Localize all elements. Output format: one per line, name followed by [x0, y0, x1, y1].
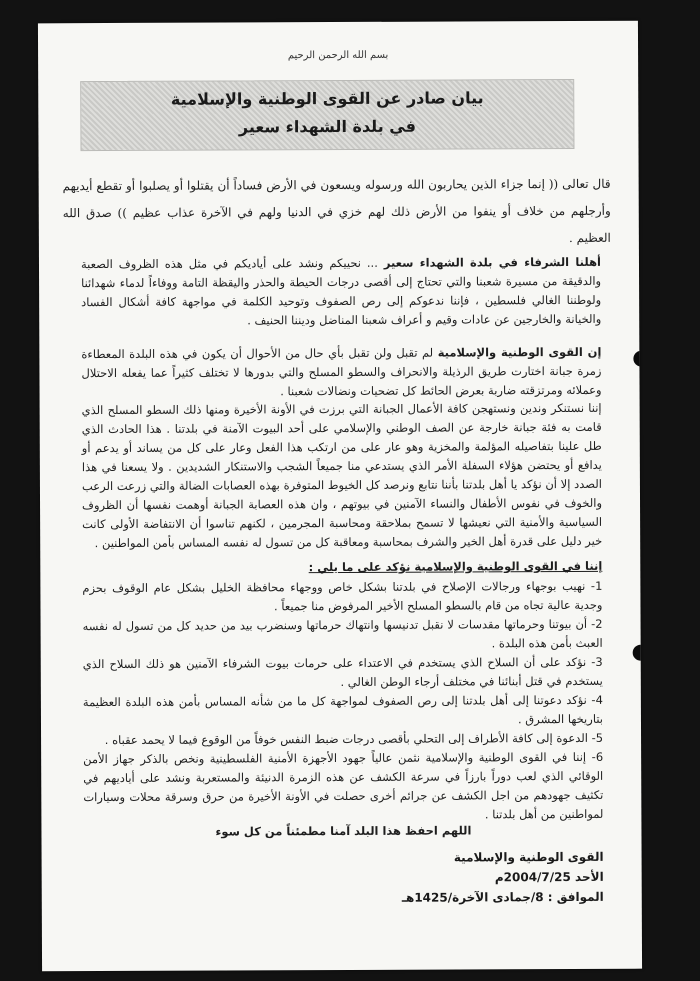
list-item: 3- نؤكد على أن السلاح الذي يستخدم في الاعتداء على حرمات بيوت الشرفاء الآمنين هو ذلك السلاح الذي يستخدم في قتل أبنائنا في مختلف أرجاء الوطن الغالي . — [82, 654, 603, 689]
signature-org: القوى الوطنية والإسلامية — [453, 849, 604, 865]
paragraph-2-lead: إن القوى الوطنية والإسلامية — [437, 344, 602, 360]
document-page — [38, 21, 642, 972]
list-item: 2- أن بيوتنا وحرماتها مقدسات لا نقبل تدنيسها وانتهاك حرماتها وسنضرب بيد من حديد كل من تسول له نفسه العبث بأمن هذه البلدة . — [82, 616, 603, 651]
bismillah: بسم الله الرحمن الرحيم — [287, 49, 389, 62]
list-item: 4- نؤكد دعوتنا إلى أهل بلدتنا إلى رص الصفوف لمواجهة كل ما من شأنه المساس بأمن هذه البلدة العظيمة بتاريخها المشرق . — [82, 692, 604, 727]
paragraph-2-body: لم تقبل ولن تقبل بأي حال من الأحوال أن يكون في هذه البلدة المعطاءة زمرة جبانة اختارت طريق الرذيلة والانحراف والسطو المسلح والتي بدورها لا تختلف كثيراً عما يفعله الاحتلال وعملائه ومرتزقته ضاربة بعرض الحائط كل تضحيات ونضالات شعبنا . — [81, 345, 602, 399]
list-item: 1- نهيب بوجهاء ورجالات الإصلاح في بلدتنا بشكل خاص ووجهاء محافظة الخليل بشكل عام الوقوف بحزم وجدية عالية تجاه من قام بالسطو المسلح الأخير المرفوض منا جميعاً . — [82, 578, 603, 614]
paragraph-1 — [81, 253, 601, 331]
list-item: 6- إننا في القوى الوطنية والإسلامية نثمن عالياً جهود الأجهزة الأمنية الفلسطينية ونخص بالذكر جهاز الأمن الوقائي الذي لعب دوراً بارزاً في سرعة الكشف عن هذه الزمرة الدنيئة والمستعربة ونشد على أياديهم في تكثيف جهودهم من اجل الكشف عن جرائم أخرى حصلت في الأونة الأخيرة من حرق وسرقة محلات وسيارات لمواطنين من أهل بلدتنا . — [83, 749, 604, 822]
punch-hole — [633, 645, 642, 661]
paragraph-2 — [81, 343, 601, 402]
punch-hole — [633, 351, 642, 367]
closing-prayer: اللهم احفظ هذا البلد آمنا مطمئناً من كل سوء — [215, 823, 472, 839]
paragraph-1-body: ... نحييكم ونشد على أياديكم في مثل هذه الظروف الصعبة والدقيقة من مسيرة شعبنا والتي تحتاج إلى أقصى درجات الحيطة والحذر واليقظة التامة ووفاءاً لدماء شهدائنا ولوطننا الغالي فلسطين ، فإننا ندعوكم إلى رص الصفوف وتوحيد الكلمة في مواجهة كافة أشكال الفساد والخيانة والخارجين عن عادات وقيم و أعراف شعبنا المناضل وديننا الحنيف . — [80, 255, 602, 328]
signature-hijri-date: الموافق : 8/جمادى الآخرة/1425هـ — [401, 889, 604, 905]
paragraph-1-lead: أهلنا الشرفاء في بلدة الشهداء سعير — [383, 254, 602, 270]
title-line-1: بيان صادر عن القوى الوطنية والإسلامية — [170, 88, 484, 109]
paragraph-3: إننا نستنكر وندين ونستهجن كافة الأعمال الجبانة التي برزت في الأونة الأخيرة ومنها ذلك السطو المسلح الذي قامت به فئة جبانة خارجة عن الصف الوطني والإسلامي على أحد البيوت الآمنة في بلدتنا . هذا الحادث الذي طل علينا بتفاصيله المؤلمة والمخزية وهو عار على من ارتكب هذا الفعل وعار على كل من يساند أو يدعم أو يدافع أو يحتضن هؤلاء السفلة الأمر الذي يستدعي منا جميعاً الشجب والاستنكار الشديدين . ولا يسعنا في هذا الصدد إلا أن نؤكد يا أهل بلدتنا بأننا نتابع ونرصد كل الخيوط المتوفرة بهذه العصابات الضالة والتي زرعت الرعب والخوف في نفوس الأطفال والنساء الآمنين في بيوتهم ، وان هذه العصابة الجبانة أوهمت نفسها أن الظروف السياسية والأمنية التي نعيشها لا تسمح بملاحقة ومحاسبة المجرمين ، لكنهم تناسوا أن الانتفاضة الأولى كانت خير دليل على قدرة أهل الخير والشرف بمحاسبة ومعاقبة كل من تسول له نفسه المساس بأمن المواطنين . — [81, 400, 603, 551]
signature-block — [84, 847, 604, 909]
signature-day-date: الأحد 2004/7/25م — [494, 869, 604, 885]
list-item: 5- الدعوة إلى كافة الأطراف إلى التحلي بأقصى درجات ضبط النفس خوفاً من الوقوع فيما لا يحمد عقباه . — [104, 730, 604, 748]
title-banner — [80, 79, 574, 151]
title-line-2: في بلدة الشهداء سعير — [238, 116, 416, 137]
list-heading: إننا في القوى الوطنية والإسلامية نؤكد على ما يلي : — [308, 558, 603, 575]
resolutions-list — [82, 577, 603, 826]
quran-verse: قال تعالى (( إنما جزاء الذين يحاربون الله ورسوله ويسعون في الأرض فساداً أن يقتلوا أو يصلبوا أو تقطع أيديهم وأرجلهم من خلاف أو ينفوا من الأرض ذلك لهم خزي في الدنيا ولهم في الآخرة عذاب عظيم )) صدق الله العظيم . — [62, 176, 611, 245]
